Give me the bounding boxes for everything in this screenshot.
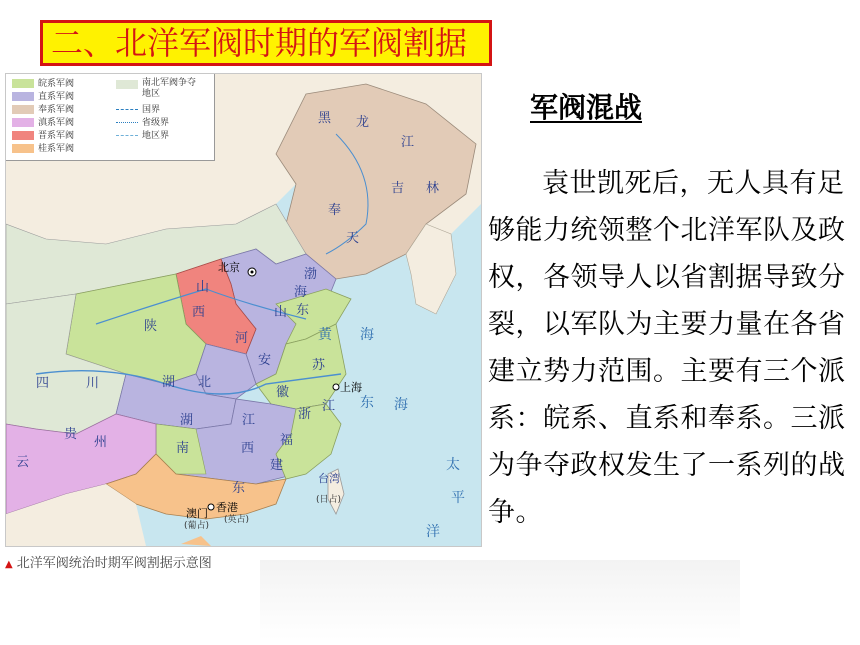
line-national-border	[116, 109, 138, 110]
label-shaan: 陕	[144, 319, 158, 334]
label-tian: 天	[346, 231, 360, 246]
legend-yunnan: 滇系军阀	[12, 117, 74, 129]
swatch-yunnan	[12, 118, 34, 127]
legend-guangxi: 桂系军阀	[12, 143, 74, 155]
background-fade	[260, 560, 740, 640]
section-heading: 军阀混战	[530, 91, 643, 124]
label-taiwan-note: (日占)	[316, 495, 342, 505]
label-shan-sd: 山	[274, 305, 288, 320]
label-hu-hb: 湖	[162, 375, 176, 390]
label-macau: 澳门	[186, 507, 208, 520]
legend-anhui: 皖系军阀	[12, 78, 74, 90]
label-jian: 建	[270, 458, 284, 473]
map-legend	[6, 74, 215, 161]
swatch-anhui	[12, 79, 34, 88]
label-bei-hb: 北	[198, 375, 212, 390]
map-caption-text: 北洋军阀统治时期军阀割据示意图	[16, 556, 212, 571]
label-chuan: 川	[86, 376, 100, 391]
label-feng: 奉	[328, 203, 342, 218]
label-tai: 太	[446, 457, 460, 473]
label-zhe: 浙	[298, 407, 312, 422]
label-yang: 洋	[426, 524, 440, 540]
label-long: 龙	[356, 115, 370, 130]
shanghai-marker	[333, 384, 339, 390]
label-hai-bohai: 海	[294, 285, 308, 300]
label-su: 苏	[312, 358, 326, 373]
label-gui: 贵	[64, 427, 78, 442]
label-zhou: 州	[94, 435, 108, 450]
label-nan-hn: 南	[176, 441, 190, 456]
label-taiwan: 台湾	[318, 472, 340, 485]
label-macau-note: (葡占)	[184, 521, 210, 531]
hongkong-marker	[208, 504, 214, 510]
swatch-shanxi	[12, 131, 34, 140]
label-hai-east: 海	[394, 397, 408, 413]
label-jiang-hlj: 江	[401, 135, 415, 150]
label-shanghai: 上海	[340, 381, 362, 394]
body-paragraph: 袁世凯死后，无人具有足够能力统领整个北洋军队及政权，各领导人以省割据导致分裂，以军队为主要力量在各省建立势力范围。主要有三个派系：皖系、直系和奉系。三派为争夺政权发生了一系列的战争。	[488, 168, 846, 528]
label-an: 安	[258, 353, 272, 368]
legend-national-border: 国界	[116, 104, 160, 116]
label-hui: 徽	[276, 385, 290, 400]
swatch-contested	[116, 80, 138, 89]
label-fu: 福	[280, 433, 294, 448]
swatch-guangxi	[12, 144, 34, 153]
label-hongkong: 香港	[216, 501, 238, 514]
label-hai-yellow: 海	[360, 327, 374, 343]
slide-title: 二、北洋军阀时期的军阀割据	[40, 20, 492, 66]
label-bo: 渤	[304, 267, 318, 282]
label-dong-sea: 东	[360, 395, 374, 411]
label-si: 四	[36, 376, 50, 391]
swatch-fengtian	[12, 105, 34, 114]
triangle-icon: ▲	[5, 559, 13, 570]
label-hongkong-note: (英占)	[224, 515, 250, 525]
legend-contested: 南北军阀争夺地区	[116, 78, 202, 102]
label-he: 河	[235, 331, 249, 346]
line-provincial-border	[116, 122, 138, 123]
legend-zhili: 直系军阀	[12, 91, 74, 103]
legend-fengtian: 奉系军阀	[12, 104, 74, 116]
label-beijing: 北京	[218, 261, 240, 274]
label-xi-jx: 西	[241, 441, 255, 456]
label-ji: 吉	[391, 181, 405, 196]
label-ping: 平	[451, 490, 465, 506]
label-dong-gd: 东	[232, 481, 246, 496]
label-jiang-jx: 江	[242, 413, 256, 428]
warlord-map	[5, 73, 482, 547]
legend-region-border: 地区界	[116, 130, 169, 142]
label-lin: 林	[426, 181, 440, 196]
label-xi-sx: 西	[192, 305, 206, 320]
label-dong-sd: 东	[296, 303, 310, 318]
line-region-border	[116, 135, 138, 136]
label-yun: 云	[16, 455, 30, 470]
swatch-zhili	[12, 92, 34, 101]
label-hei: 黑	[318, 111, 332, 126]
label-jiang-zj: 江	[322, 399, 336, 414]
map-caption	[5, 552, 212, 571]
label-hu-hn: 湖	[180, 413, 194, 428]
legend-provincial-border: 省级界	[116, 117, 169, 129]
label-huang: 黄	[318, 327, 332, 343]
label-shan-sx: 山	[196, 280, 210, 295]
legend-shanxi: 晋系军阀	[12, 130, 74, 142]
